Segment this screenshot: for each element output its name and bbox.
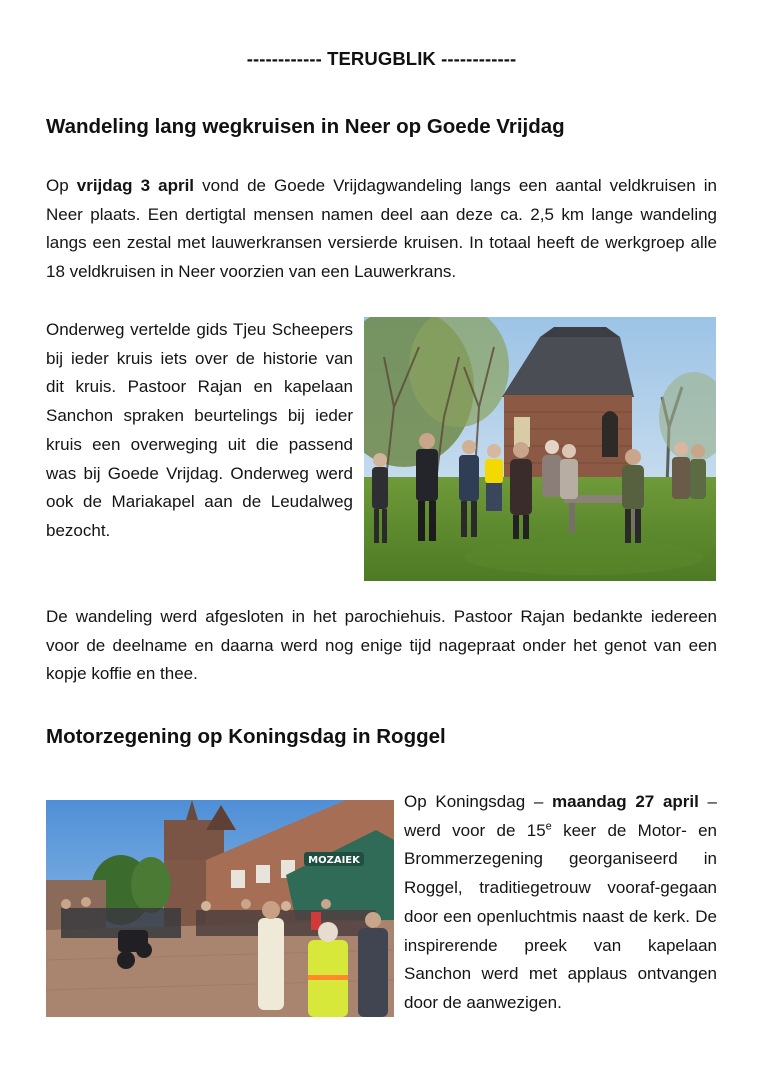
wandeling-date: vrijdag 3 april xyxy=(76,176,195,195)
section-heading-motorzegening: Motorzegening op Koningsdag in Roggel xyxy=(46,725,446,748)
chapel-walk-photo xyxy=(364,317,716,581)
motor-blessing-photo xyxy=(46,800,394,1017)
page-title: ------------ TERUGBLIK ------------ xyxy=(246,48,517,69)
motorzegening-paragraph: Op Koningsdag – maandag 27 april – werd voor de 15e keer de Motor- en Brommerzegening georganiseerd in Roggel, traditiegetrouw vooraf-gegaan door een openluchtmis naast de kerk. De inspirerende preek van kapelaan Sanchon werd met applaus ontvangen door de aanwezigen. xyxy=(404,792,717,1012)
motorzegening-date: maandag 27 april xyxy=(552,792,699,811)
mozaiek-sign: MOZAIEK xyxy=(308,855,360,866)
wandeling-closing-paragraph: De wandeling werd afgesloten in het parochiehuis. Pastoor Rajan bedankte iedereen voor de deelname en daarna werd nog enige tijd nagepraat onder het genot van een kopje koffie en thee. xyxy=(46,607,717,684)
wandeling-intro-paragraph: Op vrijdag 3 april vond de Goede Vrijdagwandeling langs een aantal veldkruisen in Neer plaats. Een dertigtal mensen namen deel aan deze ca. 2,5 km lange wandeling langs een zestal met lauwerkransen versierde kruisen. In totaal heeft de werkgroep alle 18 veldkruisen in Neer voorzien van een Lauwerkrans. xyxy=(46,176,717,282)
wandeling-body-paragraph: Onderweg vertelde gids Tjeu Scheepers bij ieder kruis iets over de historie van dit kruis. Pastoor Rajan en kapelaan Sanchon spraken beurtelings bij ieder kruis een overweging uit die passend was bij Goede Vrijdag. Onderweg werd ook de Mariakapel aan de Leudalweg bezocht. xyxy=(46,320,353,540)
section-heading-wandeling: Wandeling lang wegkruisen in Neer op Goede Vrijdag xyxy=(46,115,565,138)
